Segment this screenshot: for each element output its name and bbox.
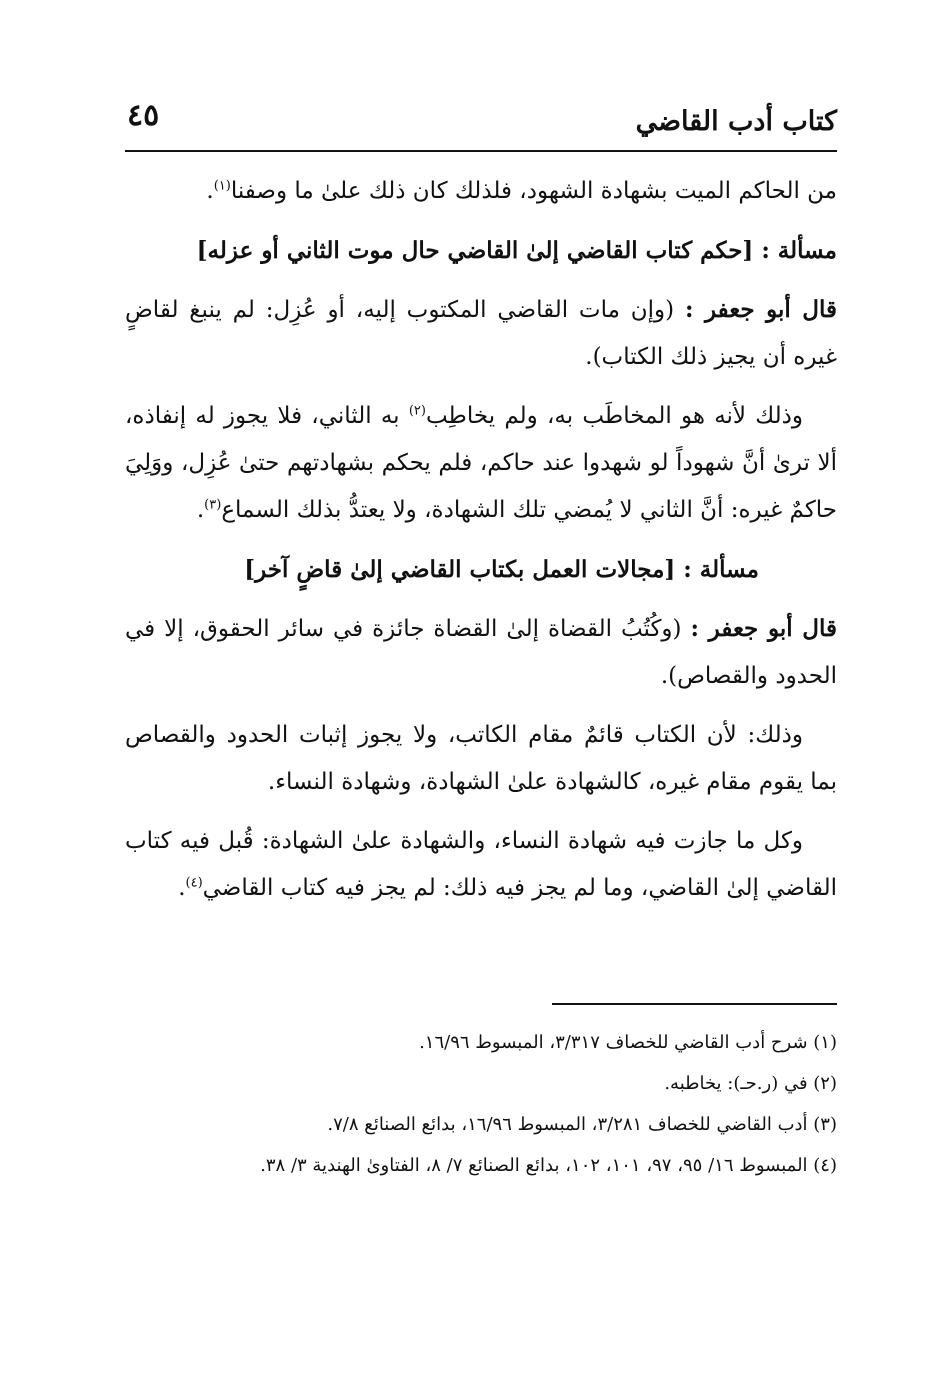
footnotes — [125, 1022, 837, 1186]
paragraph-2 — [125, 286, 837, 381]
paragraph-2-text: (وإن مات القاضي المكتوب إليه، أو عُزِل: لم ينبغ لقاضٍ غيره أن يجيز ذلك الكتاب). — [125, 297, 837, 370]
paragraph-5 — [125, 712, 837, 806]
paragraph-4-lead: قال أبو جعفر : — [690, 615, 837, 642]
section-heading-2-label: مسألة : — [683, 556, 759, 583]
paragraph-6-end: . — [178, 875, 186, 901]
paragraph-3 — [125, 393, 837, 534]
footnote-ref-3[interactable]: (٣) — [204, 497, 222, 513]
footnote-1: (١) شرح أدب القاضي للخصاف ٣/٣١٧، المبسوط ١٦/٩٦. — [419, 1032, 837, 1053]
section-heading-2 — [125, 546, 837, 593]
running-title: كتاب أدب القاضي — [635, 106, 837, 137]
page-header — [125, 92, 837, 152]
paragraph-4-text: (وكُتُبُ القضاة إلىٰ القضاة جائزة في سائر الحقوق، إلا في الحدود والقصاص). — [125, 616, 837, 689]
paragraph-2-lead: قال أبو جعفر : — [684, 296, 838, 323]
main-text — [125, 168, 837, 924]
paragraph-3-end: . — [196, 497, 205, 523]
footnote-3: (٣) أدب القاضي للخصاف ٣/٢٨١، المبسوط ١٦/٩٦، بدائع الصنائع ٧/٨. — [327, 1114, 837, 1135]
footnote-ref-4[interactable]: (٤) — [185, 875, 203, 891]
paragraph-5-text: وذلك: لأن الكتاب قائمٌ مقام الكاتب، ولا يجوز إثبات الحدود والقصاص بما يقوم مقام غيره، كالشهادة علىٰ الشهادة، وشهادة النساء. — [125, 722, 837, 795]
section-heading-1-label: مسألة : — [761, 237, 837, 264]
section-heading-1-title: [حكم كتاب القاضي إلىٰ القاضي حال موت الثاني أو عزله] — [196, 237, 754, 264]
footnote-ref-2[interactable]: (٢) — [408, 403, 426, 419]
paragraph-6 — [125, 818, 837, 912]
section-heading-2-title: [مجالات العمل بكتاب القاضي إلىٰ قاضٍ آخر] — [244, 556, 676, 583]
paragraph-6-text: وكل ما جازت فيه شهادة النساء، والشهادة علىٰ الشهادة: قُبل فيه كتاب القاضي إلىٰ القاضي، وما لم يجز فيه ذلك: لم يجز فيه كتاب القاضي — [125, 828, 837, 901]
paragraph-3-text-a: وذلك لأنه هو المخاطَب به، ولم يخاطِب — [425, 403, 803, 429]
paragraph-1-end: . — [206, 178, 214, 204]
paragraph-4 — [125, 605, 837, 700]
paragraph-1 — [125, 168, 837, 215]
footnote-ref-1[interactable]: (١) — [213, 178, 231, 194]
page-number: ٤٥ — [127, 98, 160, 133]
footnote-separator — [552, 1003, 837, 1005]
footnote-2: (٢) في (ر.حـ): يخاطبه. — [664, 1073, 837, 1094]
footnote-4: (٤) المبسوط ١٦/ ٩٥، ٩٧، ١٠١، ١٠٢، بدائع الصنائع ٧/ ٨، الفتاوىٰ الهندية ٣/ ٣٨. — [260, 1155, 837, 1176]
paragraph-1-text: من الحاكم الميت بشهادة الشهود، فلذلك كان ذلك علىٰ ما وصفنا — [230, 178, 837, 204]
paragraph-3-text-b: به الثاني، فلا يجوز له إنفاذه، ألا ترىٰ أنَّ شهوداً لو شهدوا عند حاكم، فلم يحكم بشهادتهم حتىٰ عُزِل، ووَلِيَ حاكمٌ غيره: أنَّ الثاني لا يُمضي تلك الشهادة، ولا يعتدُّ بذلك السماع — [125, 403, 837, 523]
section-heading-1 — [125, 227, 837, 274]
